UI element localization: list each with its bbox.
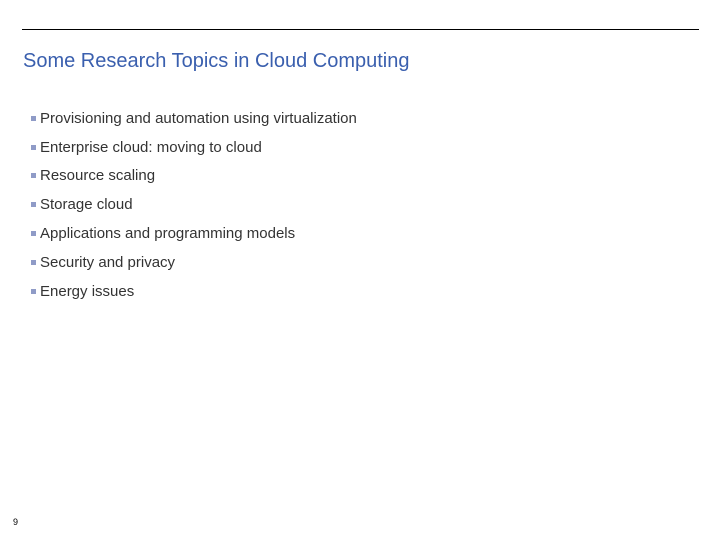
list-item-label: Energy issues (40, 282, 135, 300)
square-bullet-icon (31, 173, 36, 178)
list-item-label: Enterprise cloud: moving to cloud (40, 138, 262, 156)
list-item (31, 219, 357, 248)
square-bullet-icon (31, 116, 36, 121)
list-item-label: Provisioning and automation using virtualization (40, 109, 357, 127)
list-item (31, 133, 357, 162)
page-number: 9 (13, 517, 19, 527)
square-bullet-icon (31, 260, 36, 265)
list-item-label: Resource scaling (40, 167, 156, 185)
list-item-label: Storage cloud (40, 196, 133, 214)
list-item (31, 104, 357, 133)
header-divider (22, 29, 699, 30)
square-bullet-icon (31, 231, 36, 236)
list-item (31, 277, 357, 306)
list-item (31, 190, 357, 219)
topic-list (31, 104, 357, 306)
list-item (31, 162, 357, 191)
square-bullet-icon (31, 145, 36, 150)
square-bullet-icon (31, 289, 36, 294)
list-item-label: Applications and programming models (40, 225, 296, 243)
list-item (31, 248, 357, 277)
list-item-label: Security and privacy (40, 253, 176, 271)
square-bullet-icon (31, 202, 36, 207)
slide-title: Some Research Topics in Cloud Computing (23, 50, 410, 72)
